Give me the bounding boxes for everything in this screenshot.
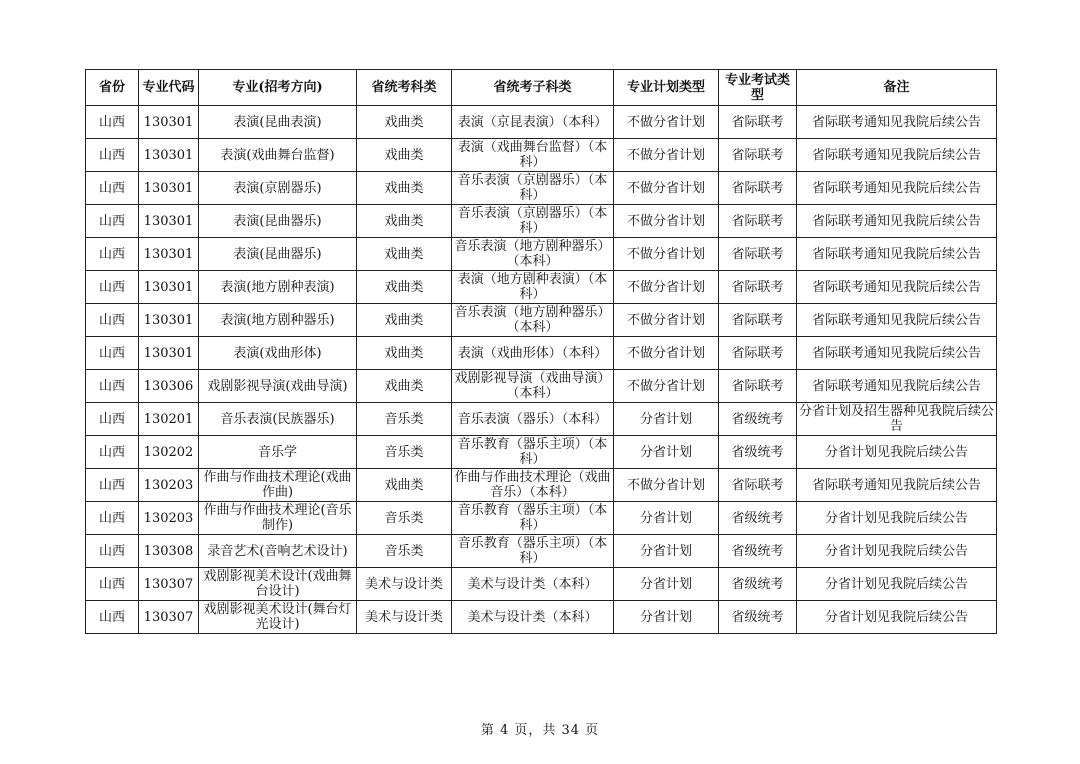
header-plan-type: 专业计划类型 (614, 70, 719, 106)
cell-major-code: 130301 (139, 304, 199, 337)
cell-exam-category: 音乐类 (357, 403, 452, 436)
cell-plan-type: 分省计划 (614, 403, 719, 436)
cell-province: 山西 (86, 238, 139, 271)
cell-major-code: 130203 (139, 502, 199, 535)
cell-major-code: 130202 (139, 436, 199, 469)
cell-exam-subcategory: 音乐表演（地方剧种器乐）（本科） (452, 304, 614, 337)
header-exam-subcategory: 省统考子科类 (452, 70, 614, 106)
cell-remarks: 省际联考通知见我院后续公告 (797, 205, 997, 238)
cell-major-code: 130203 (139, 469, 199, 502)
cell-plan-type: 分省计划 (614, 502, 719, 535)
cell-major-code: 130307 (139, 568, 199, 601)
cell-remarks: 省际联考通知见我院后续公告 (797, 139, 997, 172)
cell-province: 山西 (86, 139, 139, 172)
cell-exam-category: 美术与设计类 (357, 601, 452, 634)
cell-remarks: 分省计划见我院后续公告 (797, 568, 997, 601)
cell-remarks: 分省计划见我院后续公告 (797, 436, 997, 469)
page-number: 第 4 页，共 34 页 (480, 723, 600, 738)
cell-major: 表演(昆曲器乐) (199, 205, 357, 238)
cell-exam-type: 省际联考 (719, 172, 797, 205)
cell-exam-category: 戏曲类 (357, 106, 452, 139)
cell-major: 表演(昆曲器乐) (199, 238, 357, 271)
cell-exam-category: 音乐类 (357, 436, 452, 469)
cell-province: 山西 (86, 304, 139, 337)
table-row (86, 601, 997, 634)
cell-exam-category: 戏曲类 (357, 271, 452, 304)
table-row (86, 568, 997, 601)
cell-province: 山西 (86, 601, 139, 634)
cell-major: 表演(戏曲形体) (199, 337, 357, 370)
cell-major-code: 130301 (139, 106, 199, 139)
cell-remarks: 省际联考通知见我院后续公告 (797, 370, 997, 403)
cell-province: 山西 (86, 337, 139, 370)
cell-exam-category: 戏曲类 (357, 469, 452, 502)
cell-remarks: 省际联考通知见我院后续公告 (797, 469, 997, 502)
cell-major: 表演(京剧器乐) (199, 172, 357, 205)
cell-exam-category: 戏曲类 (357, 238, 452, 271)
cell-exam-type: 省级统考 (719, 502, 797, 535)
cell-exam-category: 戏曲类 (357, 205, 452, 238)
cell-exam-category: 戏曲类 (357, 172, 452, 205)
cell-province: 山西 (86, 568, 139, 601)
table-row (86, 403, 997, 436)
cell-remarks: 省际联考通知见我院后续公告 (797, 304, 997, 337)
cell-remarks: 分省计划及招生器种见我院后续公告 (797, 403, 997, 436)
cell-major-code: 130301 (139, 271, 199, 304)
cell-major: 表演(地方剧种器乐) (199, 304, 357, 337)
cell-major: 表演(地方剧种表演) (199, 271, 357, 304)
cell-major-code: 130306 (139, 370, 199, 403)
cell-plan-type: 分省计划 (614, 535, 719, 568)
cell-plan-type: 不做分省计划 (614, 139, 719, 172)
cell-province: 山西 (86, 172, 139, 205)
cell-province: 山西 (86, 271, 139, 304)
cell-exam-type: 省际联考 (719, 139, 797, 172)
cell-plan-type: 不做分省计划 (614, 271, 719, 304)
cell-major-code: 130307 (139, 601, 199, 634)
cell-exam-type: 省级统考 (719, 601, 797, 634)
cell-remarks: 省际联考通知见我院后续公告 (797, 172, 997, 205)
cell-exam-subcategory: 音乐教育（器乐主项）（本科） (452, 535, 614, 568)
cell-exam-type: 省际联考 (719, 337, 797, 370)
cell-exam-subcategory: 表演（戏曲舞台监督）（本科） (452, 139, 614, 172)
cell-plan-type: 分省计划 (614, 601, 719, 634)
cell-exam-subcategory: 表演（京昆表演）（本科） (452, 106, 614, 139)
cell-exam-subcategory: 音乐表演（地方剧种器乐）（本科） (452, 238, 614, 271)
cell-exam-type: 省际联考 (719, 106, 797, 139)
cell-exam-category: 戏曲类 (357, 139, 452, 172)
cell-plan-type: 不做分省计划 (614, 238, 719, 271)
cell-exam-type: 省际联考 (719, 469, 797, 502)
cell-exam-subcategory: 表演（戏曲形体）（本科） (452, 337, 614, 370)
cell-exam-category: 戏曲类 (357, 304, 452, 337)
cell-exam-type: 省级统考 (719, 535, 797, 568)
cell-remarks: 省际联考通知见我院后续公告 (797, 337, 997, 370)
cell-major: 表演(昆曲表演) (199, 106, 357, 139)
table-row (86, 469, 997, 502)
cell-province: 山西 (86, 370, 139, 403)
cell-exam-subcategory: 音乐表演（器乐）（本科） (452, 403, 614, 436)
cell-exam-type: 省际联考 (719, 304, 797, 337)
cell-province: 山西 (86, 469, 139, 502)
cell-exam-type: 省级统考 (719, 568, 797, 601)
cell-exam-subcategory: 美术与设计类（本科） (452, 601, 614, 634)
cell-exam-subcategory: 戏剧影视导演（戏曲导演）（本科） (452, 370, 614, 403)
cell-exam-category: 音乐类 (357, 502, 452, 535)
cell-remarks: 省际联考通知见我院后续公告 (797, 106, 997, 139)
table-row (86, 436, 997, 469)
cell-plan-type: 分省计划 (614, 568, 719, 601)
cell-remarks: 分省计划见我院后续公告 (797, 502, 997, 535)
cell-remarks: 分省计划见我院后续公告 (797, 535, 997, 568)
cell-exam-category: 戏曲类 (357, 370, 452, 403)
cell-exam-type: 省际联考 (719, 238, 797, 271)
cell-exam-subcategory: 表演（地方剧种表演）（本科） (452, 271, 614, 304)
header-province: 省份 (86, 70, 139, 106)
cell-exam-subcategory: 作曲与作曲技术理论（戏曲音乐）（本科） (452, 469, 614, 502)
table-row (86, 172, 997, 205)
cell-province: 山西 (86, 106, 139, 139)
cell-plan-type: 不做分省计划 (614, 106, 719, 139)
cell-plan-type: 不做分省计划 (614, 337, 719, 370)
table-row (86, 205, 997, 238)
header-exam-type: 专业考试类型 (719, 70, 797, 106)
cell-exam-category: 戏曲类 (357, 337, 452, 370)
cell-remarks: 省际联考通知见我院后续公告 (797, 271, 997, 304)
cell-exam-type: 省际联考 (719, 271, 797, 304)
cell-exam-type: 省际联考 (719, 205, 797, 238)
cell-plan-type: 不做分省计划 (614, 304, 719, 337)
cell-province: 山西 (86, 535, 139, 568)
header-exam-category: 省统考科类 (357, 70, 452, 106)
cell-major-code: 130301 (139, 337, 199, 370)
cell-major-code: 130301 (139, 205, 199, 238)
cell-province: 山西 (86, 436, 139, 469)
cell-major-code: 130301 (139, 238, 199, 271)
cell-plan-type: 不做分省计划 (614, 172, 719, 205)
cell-remarks: 省际联考通知见我院后续公告 (797, 238, 997, 271)
header-major: 专业(招考方向) (199, 70, 357, 106)
cell-plan-type: 不做分省计划 (614, 370, 719, 403)
table-row (86, 139, 997, 172)
cell-major-code: 130301 (139, 139, 199, 172)
cell-major-code: 130301 (139, 172, 199, 205)
cell-major: 戏剧影视美术设计(舞台灯光设计) (199, 601, 357, 634)
cell-major: 表演(戏曲舞台监督) (199, 139, 357, 172)
cell-remarks: 分省计划见我院后续公告 (797, 601, 997, 634)
cell-exam-subcategory: 美术与设计类（本科） (452, 568, 614, 601)
cell-province: 山西 (86, 502, 139, 535)
cell-exam-subcategory: 音乐表演（京剧器乐）（本科） (452, 205, 614, 238)
cell-major: 音乐学 (199, 436, 357, 469)
header-major-code: 专业代码 (139, 70, 199, 106)
cell-major: 音乐表演(民族器乐) (199, 403, 357, 436)
table-row (86, 370, 997, 403)
cell-exam-category: 音乐类 (357, 535, 452, 568)
cell-plan-type: 分省计划 (614, 436, 719, 469)
admissions-table (85, 69, 997, 634)
table-row (86, 337, 997, 370)
cell-province: 山西 (86, 205, 139, 238)
cell-exam-type: 省级统考 (719, 436, 797, 469)
header-remarks: 备注 (797, 70, 997, 106)
cell-major-code: 130308 (139, 535, 199, 568)
cell-major: 作曲与作曲技术理论(戏曲作曲) (199, 469, 357, 502)
table-header-row (86, 70, 997, 106)
table-row (86, 535, 997, 568)
cell-province: 山西 (86, 403, 139, 436)
table-row (86, 271, 997, 304)
table-row (86, 304, 997, 337)
cell-exam-subcategory: 音乐表演（京剧器乐）（本科） (452, 172, 614, 205)
cell-major: 戏剧影视美术设计(戏曲舞台设计) (199, 568, 357, 601)
cell-plan-type: 不做分省计划 (614, 469, 719, 502)
cell-exam-subcategory: 音乐教育（器乐主项）（本科） (452, 436, 614, 469)
cell-exam-category: 美术与设计类 (357, 568, 452, 601)
cell-exam-type: 省级统考 (719, 403, 797, 436)
table-row (86, 502, 997, 535)
cell-major: 录音艺术(音响艺术设计) (199, 535, 357, 568)
cell-exam-subcategory: 音乐教育（器乐主项）（本科） (452, 502, 614, 535)
cell-plan-type: 不做分省计划 (614, 205, 719, 238)
cell-major-code: 130201 (139, 403, 199, 436)
table-body (86, 106, 997, 634)
table-row (86, 106, 997, 139)
cell-major: 作曲与作曲技术理论(音乐制作) (199, 502, 357, 535)
cell-exam-type: 省际联考 (719, 370, 797, 403)
cell-major: 戏剧影视导演(戏曲导演) (199, 370, 357, 403)
table-row (86, 238, 997, 271)
